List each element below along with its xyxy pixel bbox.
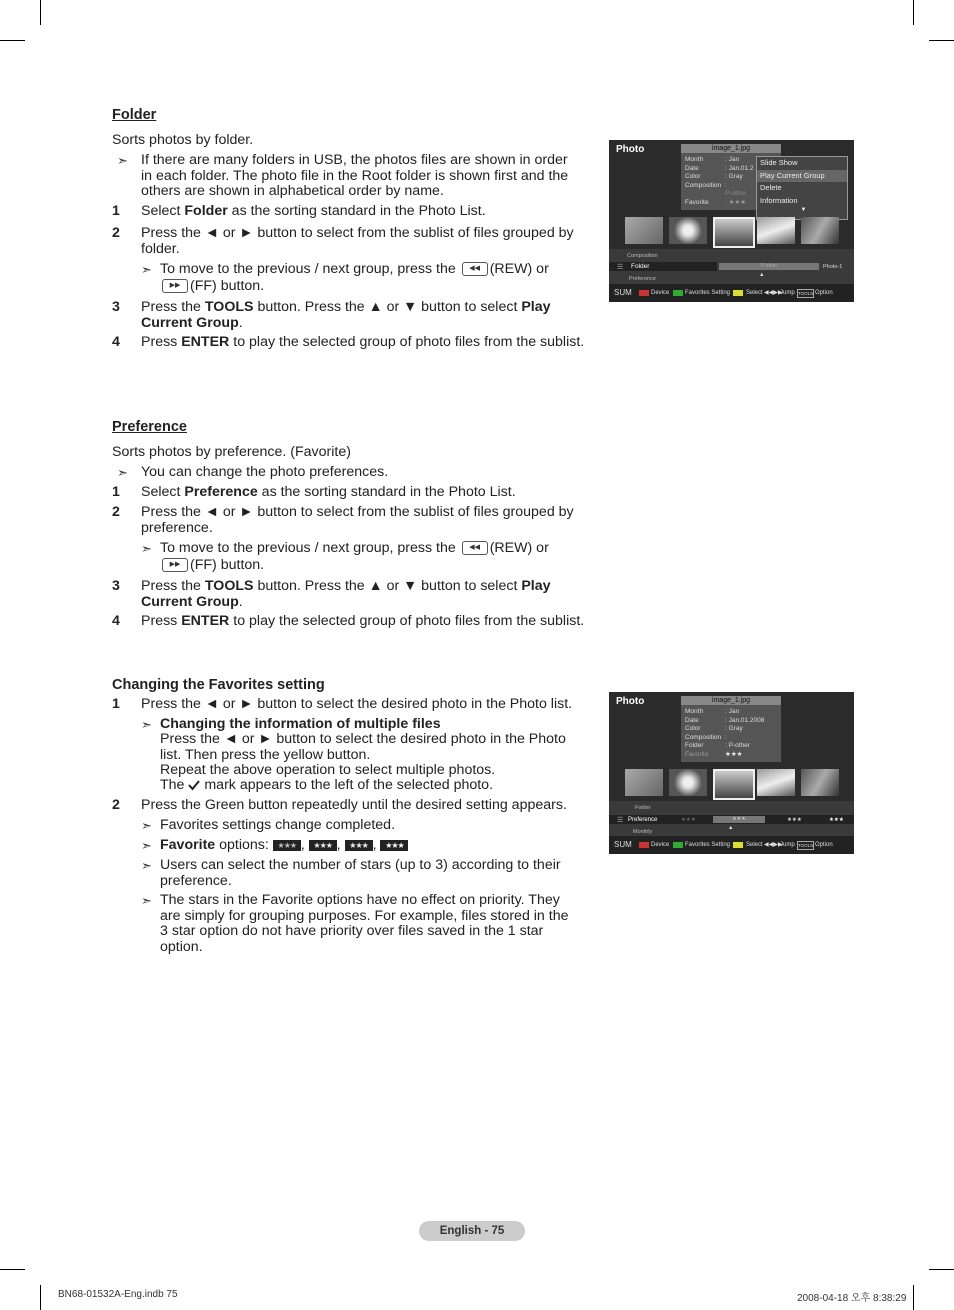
star-option-3: ★★★ [380,840,408,851]
crop-mark [929,1269,954,1270]
note-text: Users can select the number of stars (up to 3) according to their preference. [160,857,561,889]
preference-step-2 [112,505,582,537]
screen-title: Photo [616,696,645,707]
arrow-icon: ➣ [141,262,152,277]
yellow-button-icon [733,290,743,296]
thumbnail[interactable] [669,217,707,244]
arrow-icon: ➣ [141,858,152,873]
info-label: Composition [685,181,722,189]
jump-label: Jump [780,290,795,296]
step-keyword: Play Current Group [141,578,551,610]
step-number: 1 [112,203,120,219]
sum-label: SUM [614,840,632,849]
step-text: Press the [141,578,205,594]
info-value: : Jan [725,156,740,163]
preference-step2-note-2 [160,558,264,574]
favorites-setting-label: Favorites Setting [685,842,731,848]
info-label: Favorite [685,198,709,206]
step-number: 2 [112,225,120,241]
step-number: 2 [112,797,120,813]
note-text: The stars in the Favorite options have no effect on priority. They are simply for grouping purposes. For example, files stored in the 3 star option do not have priority over files saved in the 1 star option. [160,892,569,955]
info-label: Color [685,725,701,733]
info-label: Month [685,708,704,715]
crop-mark [929,40,954,41]
step-text: as the sorting standard in the Photo List. [257,484,516,500]
info-value: : P-other [725,742,750,750]
step-keyword: TOOLS [204,578,254,594]
sort-option-below: Preference [629,276,656,282]
crop-mark [913,0,914,25]
list-icon: ☰ [617,817,624,824]
rew-icon: ◀◀ [462,541,488,555]
sort-option-below: Monthly [633,829,653,835]
info-value: : Jan [725,708,740,715]
step-text: Press the [141,299,205,315]
star-option-1: ★★★ [309,840,337,851]
sort-band [609,801,854,836]
select-label: Select [746,290,763,296]
red-button-icon [639,290,649,296]
thumbnail-selected[interactable] [713,217,755,248]
sort-option-current[interactable]: Preference [628,817,658,823]
arrow-icon: ➣ [141,541,152,556]
green-button-icon [673,290,683,296]
sort-option-above: Folder [635,805,651,811]
jump-label: Jump [780,842,795,848]
screen-footer [609,284,854,302]
screen-footer [609,836,854,854]
folder-step-2 [112,226,582,258]
sub-heading: Changing the information of multiple files [160,716,441,732]
red-button-icon [639,842,649,848]
info-panel [681,696,781,762]
thumbnail[interactable] [669,769,707,796]
rew-icon: ◀◀ [462,262,488,276]
step-number: 3 [112,299,120,315]
favorites-note-stars [141,893,581,957]
select-label: Select [746,842,763,848]
info-value: : Jan.01.2008 [725,716,765,724]
info-label: Folder [685,742,704,750]
info-label: Date [685,716,699,724]
note-text: To move to the previous / next group, press the [160,261,456,277]
folder-step-4 [112,334,585,367]
note-text: mark appears to the left of the selected photo. [204,777,494,793]
menu-item-delete[interactable]: Delete [760,183,782,192]
tools-icon: TOOLS [798,843,814,848]
multi-note-line [160,778,493,794]
info-rows [685,156,754,208]
sort-current-bar [609,262,717,271]
thumbnail[interactable] [801,769,839,796]
step-number: 3 [112,578,120,594]
info-value: : Jan.01.2 [725,164,754,172]
up-arrow-icon: ▲ [728,825,734,831]
rew-ff-icon: ◀◀▶▶ [764,842,783,848]
step-text: button. Press the ▲ or ▼ button to select [253,299,522,315]
star-option-2: ★★★ [345,840,373,851]
note-text: Favorites settings change completed. [160,817,396,833]
preference-intro: Sorts photos by preference. (Favorite) [112,444,351,460]
step-text: Select [141,203,185,219]
ff-icon: ▶▶ [162,558,188,572]
crop-mark [913,1285,914,1310]
page-number-badge: English - 75 [419,1221,525,1241]
info-label: Composition [685,733,722,741]
folder-step-3 [112,300,582,332]
crop-mark [0,1269,25,1270]
info-rows [685,708,764,760]
arrow-icon: ➣ [141,818,152,833]
info-value: : [725,181,727,189]
step-text: button. Press the ▲ or ▼ button to select [253,578,522,594]
device-label: Device [651,290,670,296]
arrow-icon: ➣ [117,153,128,168]
step-number: 1 [112,484,120,500]
thumbnail[interactable] [625,217,663,244]
step-keyword: Play Current Group [141,299,551,331]
group-one-star[interactable]: ★★★ [681,817,696,823]
tools-menu [756,156,848,220]
sort-option-current[interactable]: Folder [631,263,650,270]
folder-intro: Sorts photos by folder. [112,132,254,148]
info-label: Favorite [685,750,709,758]
favorite-label: Favorite [160,837,216,853]
thumbnail-selected[interactable] [713,769,755,800]
preference-step-3 [112,579,582,611]
up-arrow-icon: ▲ [759,272,765,278]
thumbnail[interactable] [757,769,795,796]
favorites-note-users [141,858,581,892]
step-text: Press the ◄ or ► button to select from the sublist of files grouped by folder. [141,225,574,257]
menu-more-icon: ▼ [800,207,807,213]
step-keyword: ENTER [181,613,230,629]
menu-item-slide-show[interactable]: Slide Show [760,158,798,167]
info-value: : ★★★ [725,198,747,206]
ff-icon: ▶▶ [162,279,188,293]
thumbnail-strip [625,217,840,245]
crop-mark [40,1285,41,1310]
arrow-icon: ➣ [117,465,128,480]
info-value: P-other [725,190,747,198]
step-text: . [238,314,243,331]
step-text: Press the Green button repeatedly until the desired setting appears. [141,797,567,813]
info-value: : Gray [725,725,743,733]
preference-heading: Preference [112,419,187,435]
sort-band [609,249,854,284]
info-label: Color [685,173,701,181]
step-text: . [238,593,243,610]
green-button-icon [673,842,683,848]
step-text: Press [141,334,182,350]
step-keyword: TOOLS [204,299,254,315]
preference-step-4 [112,613,585,646]
sort-option-above: Composition [627,253,658,259]
file-name: image_1.jpg [681,696,781,705]
note-text: options: [215,837,273,853]
step-text: Press the ◄ or ► button to select the desired photo in the Photo list. [141,696,573,712]
info-value: : Gray [725,173,743,181]
photo-screen-preference [609,692,854,854]
footer-file-info: BN68-01532A-Eng.indb 75 [58,1289,178,1300]
rew-ff-icon: ◀◀▶▶ [764,290,783,296]
info-label: Date [685,164,699,172]
group-four-star[interactable]: ★★★ [829,817,844,823]
screen-title: Photo [616,144,645,155]
multi-note-line: Repeat the above operation to select multiple photos. [160,762,496,778]
favorites-heading: Changing the Favorites setting [112,677,325,693]
info-label: Month [685,156,704,163]
favorites-setting-label: Favorites Setting [685,290,731,296]
step-number: 2 [112,504,120,520]
footer-timestamp: 2008-04-18 오후 8:38:29 [797,1293,907,1304]
multi-note-line: Press the ◄ or ► button to select the desired photo in the Photo [160,731,566,747]
note-text: (REW) or [489,261,549,277]
check-icon [188,779,200,791]
folder-step2-note-2 [160,279,264,295]
thumbnail[interactable] [625,769,663,796]
arrow-icon: ➣ [141,893,152,908]
note-text: To move to the previous / next group, press the [160,540,456,556]
step-text: to play the selected group of photo files from the sublist. [229,613,585,629]
info-value: ★★★ [725,750,743,758]
option-label: Option [815,842,833,848]
step-text: Select [141,484,185,500]
step-number: 4 [112,613,120,629]
arrow-icon: ➣ [141,717,152,732]
note-text: You can change the photo preferences. [141,464,389,480]
yellow-button-icon [733,842,743,848]
thumbnail[interactable] [757,217,795,244]
group-two-star[interactable]: ★★★ [713,816,765,823]
step-text: to play the selected group of photo files from the sublist. [229,334,585,350]
folder-heading: Folder [112,107,157,123]
star-option-0: ★★★ [273,840,301,851]
step-text: as the sorting standard in the Photo List. [227,203,486,219]
tools-icon: TOOLS [798,291,814,296]
step-text: Press the ◄ or ► button to select from the sublist of files grouped by preference. [141,504,574,536]
note-text: (FF) button. [190,557,265,573]
step-keyword: Preference [184,484,258,500]
step-keyword: ENTER [181,334,230,350]
step-number: 1 [112,696,120,712]
crop-mark [40,0,41,25]
arrow-icon: ➣ [141,838,152,853]
note-text: The [160,777,185,793]
multi-note-line: list. Then press the yellow button. [160,747,371,763]
sum-label: SUM [614,288,632,297]
thumbnail[interactable] [801,217,839,244]
list-icon: ☰ [617,264,624,271]
info-value: : [725,733,727,741]
menu-item-information[interactable]: Information [760,195,798,205]
note-text: (REW) or [489,540,549,556]
group-bar[interactable]: P-other [719,263,819,270]
option-label: Option [815,290,833,296]
group-next: Photo-1 [823,264,843,270]
thumbnail-strip [625,769,840,797]
step-number: 4 [112,334,120,350]
group-three-star[interactable]: ★★★ [787,817,802,823]
note-text: (FF) button. [190,278,265,294]
crop-mark [0,40,25,41]
step-keyword: Folder [184,203,228,219]
menu-item-play-current-group[interactable]: Play Current Group [757,170,847,183]
file-name: image_1.jpg [681,144,781,153]
photo-screen-folder [609,140,854,302]
folder-note-text: If there are many folders in USB, the photos files are shown in order in each folder. The photo file in the Root folder is shown first and the others are shown in alphabetical order by name. [141,152,569,200]
device-label: Device [651,842,670,848]
step-text: Press [141,613,182,629]
